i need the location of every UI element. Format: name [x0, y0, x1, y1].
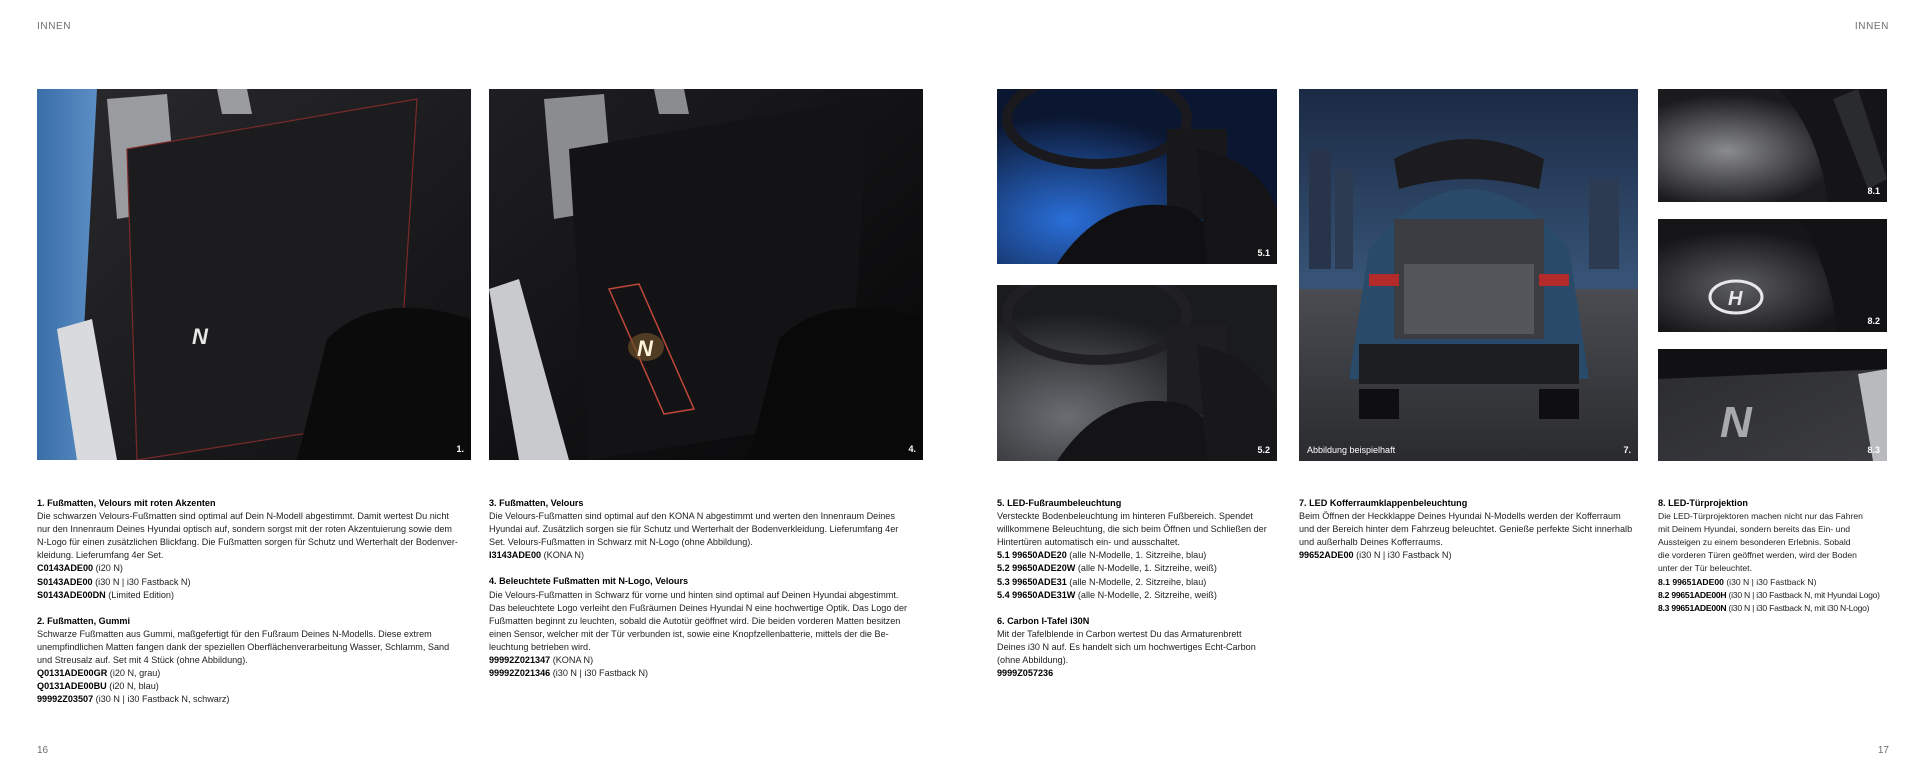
- part-desc: (alle N-Modelle, 1. Sitzreihe, weiß): [1075, 563, 1217, 574]
- section-5-line: Versteckte Bodenbeleuchtung im hinteren Fußbereich. Spendet: [997, 511, 1253, 522]
- part-number: [489, 667, 929, 680]
- part-number: [37, 667, 477, 680]
- section-4-line: Fußmatten beginnt zu leuchten, sobald die Autotür geöffnet wird. Die beiden vorderen Matten besitzen: [489, 615, 901, 626]
- section-1-line: Die schwarzen Velours-Fußmatten sind optimal auf Dein N-Modell abgestimmt. Damit wertest Du nicht: [37, 511, 449, 522]
- part-number: [489, 654, 929, 667]
- section-2-line: unempfindlichen Matten fangen dank der speziellen Oberflächenverarbeitung Wasser, Schlamm, Sand: [37, 641, 450, 652]
- part-number: [37, 680, 477, 693]
- photo-footwell-light-white: [997, 285, 1277, 461]
- photo-door-projection-hyundai-logo: [1658, 219, 1887, 332]
- text-column-1: [37, 497, 477, 706]
- section-1-line: nur den Innenraum Deines Hyundai optisch auf, sondern sorgst mit der roten Akzentuierung sowie dem: [37, 524, 453, 535]
- section-6-line: (ohne Abbildung).: [997, 655, 1069, 666]
- section-4-line: leuchtung betrieben wird.: [489, 641, 591, 652]
- photo-footwell-light-blue: [997, 89, 1277, 264]
- svg-text:N: N: [192, 324, 208, 349]
- part-number: [37, 562, 477, 575]
- section-5-line: Hintertüren automatisch ein- und ausschaltet.: [997, 537, 1180, 548]
- section-8-line: mit Deinem Hyundai, sondern bereits das Ein- und: [1658, 524, 1851, 535]
- photo-label-8-1: 8.1: [1867, 186, 1880, 196]
- section-4-line: einen Sensor, welcher mit der Tür verbunden ist, sowie eine Knopfzellenbatterie, mittels der die Be-: [489, 628, 889, 639]
- svg-text:N: N: [1720, 398, 1752, 447]
- part-code: S0143ADE00: [37, 576, 93, 587]
- part-desc: (i30 N | i30 Fastback N): [92, 576, 191, 587]
- section-6-line: Mit der Tafelblende in Carbon wertest Du das Armaturenbrett: [997, 628, 1242, 639]
- photo-floor-mat-red-accents: [37, 89, 471, 460]
- part-desc: (i30 N | i30 Fastback N): [1723, 576, 1817, 587]
- section-2-title: 2. Fußmatten, Gummi: [37, 615, 130, 626]
- section-3-line: Die Velours-Fußmatten sind optimal auf den KONA N abgestimmt und werten den Innenraum Deines: [489, 511, 895, 522]
- section-2-line: Schwarze Fußmatten aus Gummi, maßgefertigt für den Fußraum Deines N-Modells. Diese extrem: [37, 628, 432, 639]
- text-column-4: [1299, 497, 1644, 562]
- section-header-left: INNEN: [37, 21, 72, 32]
- page-number-left: 16: [37, 745, 49, 756]
- part-number: [37, 576, 477, 589]
- part-number: [1299, 549, 1644, 562]
- part-code: 5.1 99650ADE20: [997, 550, 1067, 561]
- part-desc: (i30 N | i30 Fastback N, mit Hyundai Logo): [1726, 589, 1880, 600]
- page-number-right: 17: [1877, 745, 1889, 756]
- section-6-title: 6. Carbon I-Tafel i30N: [997, 615, 1090, 626]
- part-desc: (i30 N | i30 Fastback N, schwarz): [93, 694, 230, 705]
- section-5-line: willkommene Beleuchtung, die sich beim Öffnen und Schließen der: [997, 524, 1267, 535]
- section-3-title: 3. Fußmatten, Velours: [489, 498, 584, 508]
- photo-label-5-1: 5.1: [1257, 248, 1270, 258]
- part-number: [37, 589, 477, 602]
- photo-door-projection-plain: [1658, 89, 1887, 202]
- section-3-line: Set. Velours-Fußmatten in Schwarz mit N-Logo (ohne Abbildung).: [489, 537, 753, 548]
- part-code: I3143ADE00: [489, 550, 542, 561]
- section-7-line: und der Bereich hinter dem Fahrzeug beleuchtet. Genieße perfekte Sicht innerhalb: [1299, 524, 1633, 535]
- section-1-line: N-Logo für einen zusätzlichen Blickfang. Die Fußmatten sorgen für Schutz und Werterhalt der Bodenver-: [37, 537, 458, 548]
- section-8-line: Die LED-Türprojektoren machen nicht nur das Fahren: [1658, 511, 1863, 522]
- section-3-line: Hyundai auf. Zusätzlich sorgen sie für Schutz und Werterhalt der Bodenverkleidung. Lieferumfang 4er: [489, 524, 899, 535]
- photo-caption-example: Abbildung beispielhaft: [1307, 445, 1396, 455]
- part-code: 8.2 99651ADE00H: [1658, 589, 1727, 600]
- part-code: 8.3 99651ADE00N: [1658, 602, 1727, 613]
- part-desc: (alle N-Modelle, 2. Sitzreihe, weiß): [1075, 589, 1217, 600]
- part-code: 5.3 99650ADE31: [997, 576, 1067, 587]
- part-desc: (Limited Edition): [105, 589, 174, 600]
- text-column-2: [489, 497, 929, 680]
- part-code: 5.2 99650ADE20W: [997, 563, 1076, 574]
- part-number: [997, 562, 1287, 575]
- section-8-line: unter der Tür beleuchtet.: [1658, 563, 1752, 574]
- section-5-title: 5. LED-Fußraumbeleuchtung: [997, 498, 1122, 508]
- section-4-line: Das beleuchtete Logo verleiht den Fußräumen Deines Hyundai N eine hochwertige Optik. Das Logo der: [489, 602, 908, 613]
- part-number: [1658, 576, 1903, 589]
- part-number: [1658, 589, 1903, 602]
- part-number: [997, 576, 1287, 589]
- section-4-title: 4. Beleuchtete Fußmatten mit N-Logo, Velours: [489, 576, 689, 587]
- section-8-line: Aussteigen zu einem besonderen Erlebnis. Sobald: [1658, 537, 1851, 548]
- section-7-title: 7. LED Kofferraumklappenbeleuchtung: [1299, 498, 1468, 508]
- part-desc: (alle N-Modelle, 2. Sitzreihe, blau): [1066, 576, 1207, 587]
- section-4-line: Die Velours-Fußmatten in Schwarz für vorne und hinten sind optimal auf Deinen Hyundai abgestimmt.: [489, 589, 899, 600]
- part-code: C0143ADE00: [37, 563, 94, 574]
- photo-door-projection-n-logo: [1658, 349, 1887, 461]
- photo-label-4: 4.: [908, 444, 916, 454]
- part-code: 99992Z03507: [37, 694, 94, 705]
- section-6-line: Deines i30 N auf. Es handelt sich um hochwertiges Echt-Carbon: [997, 641, 1256, 652]
- photo-tailgate-lighting: [1299, 89, 1638, 461]
- text-column-5: [1658, 497, 1903, 615]
- part-code: 99992Z021346: [489, 668, 551, 679]
- photo-illuminated-floor-mat: [489, 89, 923, 460]
- part-number: [489, 549, 929, 562]
- section-8-title: 8. LED-Türprojektion: [1658, 498, 1748, 508]
- part-code: 5.4 99650ADE31W: [997, 589, 1076, 600]
- photo-label-8-2: 8.2: [1867, 316, 1880, 326]
- part-number: [997, 589, 1287, 602]
- svg-text:N: N: [637, 336, 653, 361]
- section-8-line: die vorderen Türen geöffnet werden, wird der Boden: [1658, 550, 1857, 561]
- part-code: 8.1 99651ADE00: [1658, 576, 1724, 587]
- part-code: Q0131ADE00BU: [37, 681, 107, 692]
- section-7-line: Beim Öffnen der Heckklappe Deines Hyundai N-Modells werden der Kofferraum: [1299, 511, 1621, 522]
- part-number: [37, 693, 477, 706]
- photo-label-1: 1.: [456, 444, 464, 454]
- part-code: 99652ADE00: [1299, 550, 1354, 561]
- part-code: Q0131ADE00GR: [37, 668, 108, 679]
- part-code: S0143ADE00DN: [37, 589, 106, 600]
- section-header-right: INNEN: [1854, 21, 1889, 32]
- photo-label-5-2: 5.2: [1257, 445, 1270, 455]
- section-1-line: kleidung. Lieferumfang 4er Set.: [37, 550, 164, 561]
- part-number: [997, 667, 1287, 680]
- part-desc: (alle N-Modelle, 1. Sitzreihe, blau): [1066, 550, 1207, 561]
- part-desc: (KONA N): [541, 550, 585, 561]
- part-number: [997, 549, 1287, 562]
- section-7-line: und außerhalb Deines Kofferraums.: [1299, 537, 1443, 548]
- photo-label-8-3: 8.3: [1867, 445, 1880, 455]
- part-number: [1658, 602, 1903, 615]
- part-desc: (i20 N): [93, 563, 123, 574]
- section-2-line: und Streusalz auf. Set mit 4 Stück (ohne Abbildung).: [37, 655, 248, 666]
- part-desc: (i30 N | i30 Fastback N, mit i30 N-Logo): [1726, 602, 1870, 613]
- part-desc: (i20 N, blau): [106, 681, 159, 692]
- part-code: 9999Z057236: [997, 668, 1054, 679]
- part-code: 99992Z021347: [489, 655, 551, 666]
- part-desc: (i30 N | i30 Fastback N): [1353, 550, 1452, 561]
- section-1-title: 1. Fußmatten, Velours mit roten Akzenten: [37, 498, 216, 508]
- text-column-3: [997, 497, 1287, 680]
- part-desc: (i30 N | i30 Fastback N): [550, 668, 649, 679]
- part-desc: (i20 N, grau): [107, 668, 161, 679]
- photo-label-7: 7.: [1623, 445, 1631, 455]
- part-desc: (KONA N): [550, 655, 594, 666]
- svg-text:H: H: [1728, 288, 1743, 310]
